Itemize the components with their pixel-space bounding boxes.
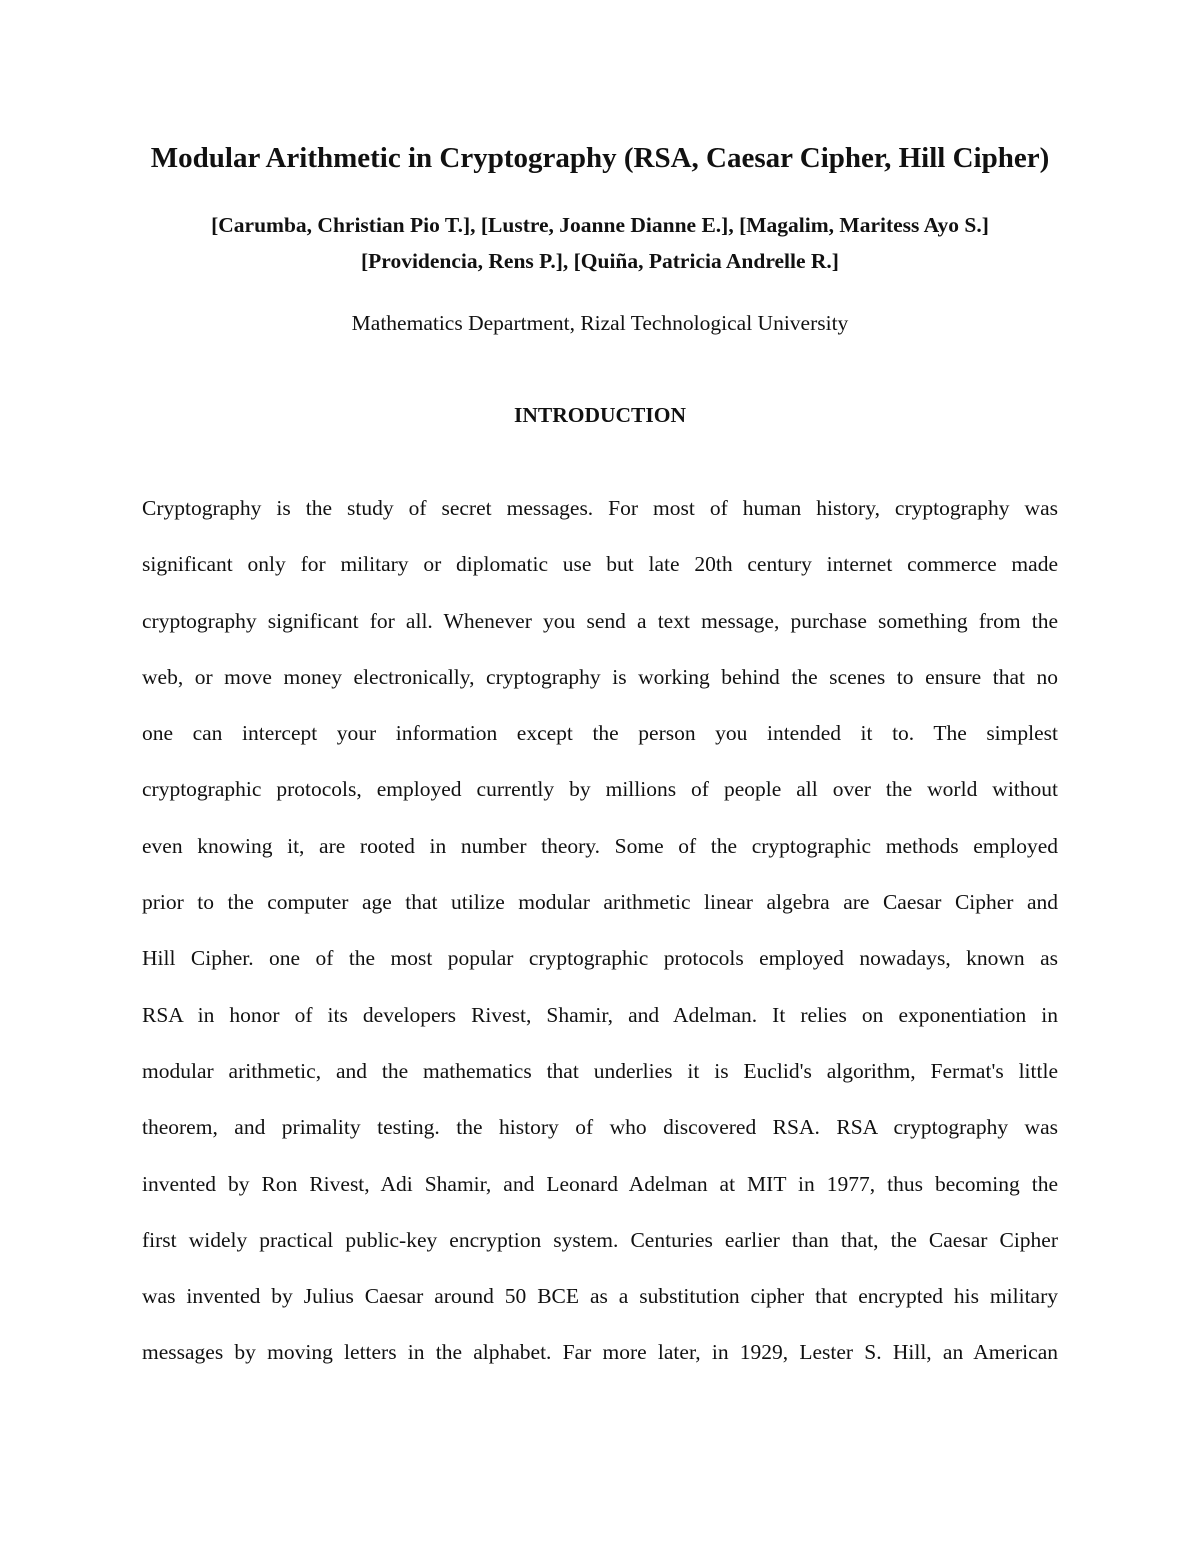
body-line: cryptographic protocols, employed currently by millions of people all over the world without — [142, 777, 1058, 802]
body-line: theorem, and primality testing. the history of who discovered RSA. RSA cryptography was — [142, 1115, 1058, 1140]
body-line: Cryptography is the study of secret messages. For most of human history, cryptography was — [142, 496, 1058, 520]
body-line: invented by Ron Rivest, Adi Shamir, and Leonard Adelman at MIT in 1977, thus becoming the — [142, 1171, 1058, 1196]
body-line: cryptography significant for all. Whenever you send a text message, purchase something from the — [142, 608, 1058, 633]
body-line: modular arithmetic, and the mathematics that underlies it is Euclid's algorithm, Fermat's little — [142, 1058, 1058, 1083]
author-list — [0, 207, 1200, 279]
author-line: [Providencia, Rens P.], [Quiña, Patricia Andrelle R.] — [361, 249, 839, 273]
body-line: significant only for military or diplomatic use but late 20th century internet commerce made — [142, 552, 1058, 577]
body-line: Hill Cipher. one of the most popular cryptographic protocols employed nowadays, known as — [142, 946, 1058, 971]
author-line: [Carumba, Christian Pio T.], [Lustre, Joanne Dianne E.], [Magalim, Maritess Ayo S.] — [211, 213, 989, 237]
body-line: was invented by Julius Caesar around 50 BCE as a substitution cipher that encrypted his military — [142, 1284, 1058, 1309]
section-heading: INTRODUCTION — [513, 403, 687, 427]
body-line: even knowing it, are rooted in number theory. Some of the cryptographic methods employed — [142, 833, 1058, 858]
body-line: RSA in honor of its developers Rivest, Shamir, and Adelman. It relies on exponentiation in — [142, 1002, 1058, 1027]
document-title: Modular Arithmetic in Cryptography (RSA, Caesar Cipher, Hill Cipher) — [150, 142, 1050, 174]
affiliation: Mathematics Department, Rizal Technological University — [351, 311, 849, 335]
body-line: prior to the computer age that utilize modular arithmetic linear algebra are Caesar Cipher and — [142, 890, 1058, 915]
body-line: web, or move money electronically, cryptography is working behind the scenes to ensure that no — [142, 664, 1058, 689]
body-line: messages by moving letters in the alphabet. Far more later, in 1929, Lester S. Hill, an American — [142, 1340, 1058, 1365]
body-paragraph — [142, 490, 1058, 1391]
body-line: first widely practical public-key encryption system. Centuries earlier than that, the Caesar Cipher — [142, 1227, 1058, 1252]
body-line: one can intercept your information except the person you intended it to. The simplest — [142, 721, 1058, 746]
